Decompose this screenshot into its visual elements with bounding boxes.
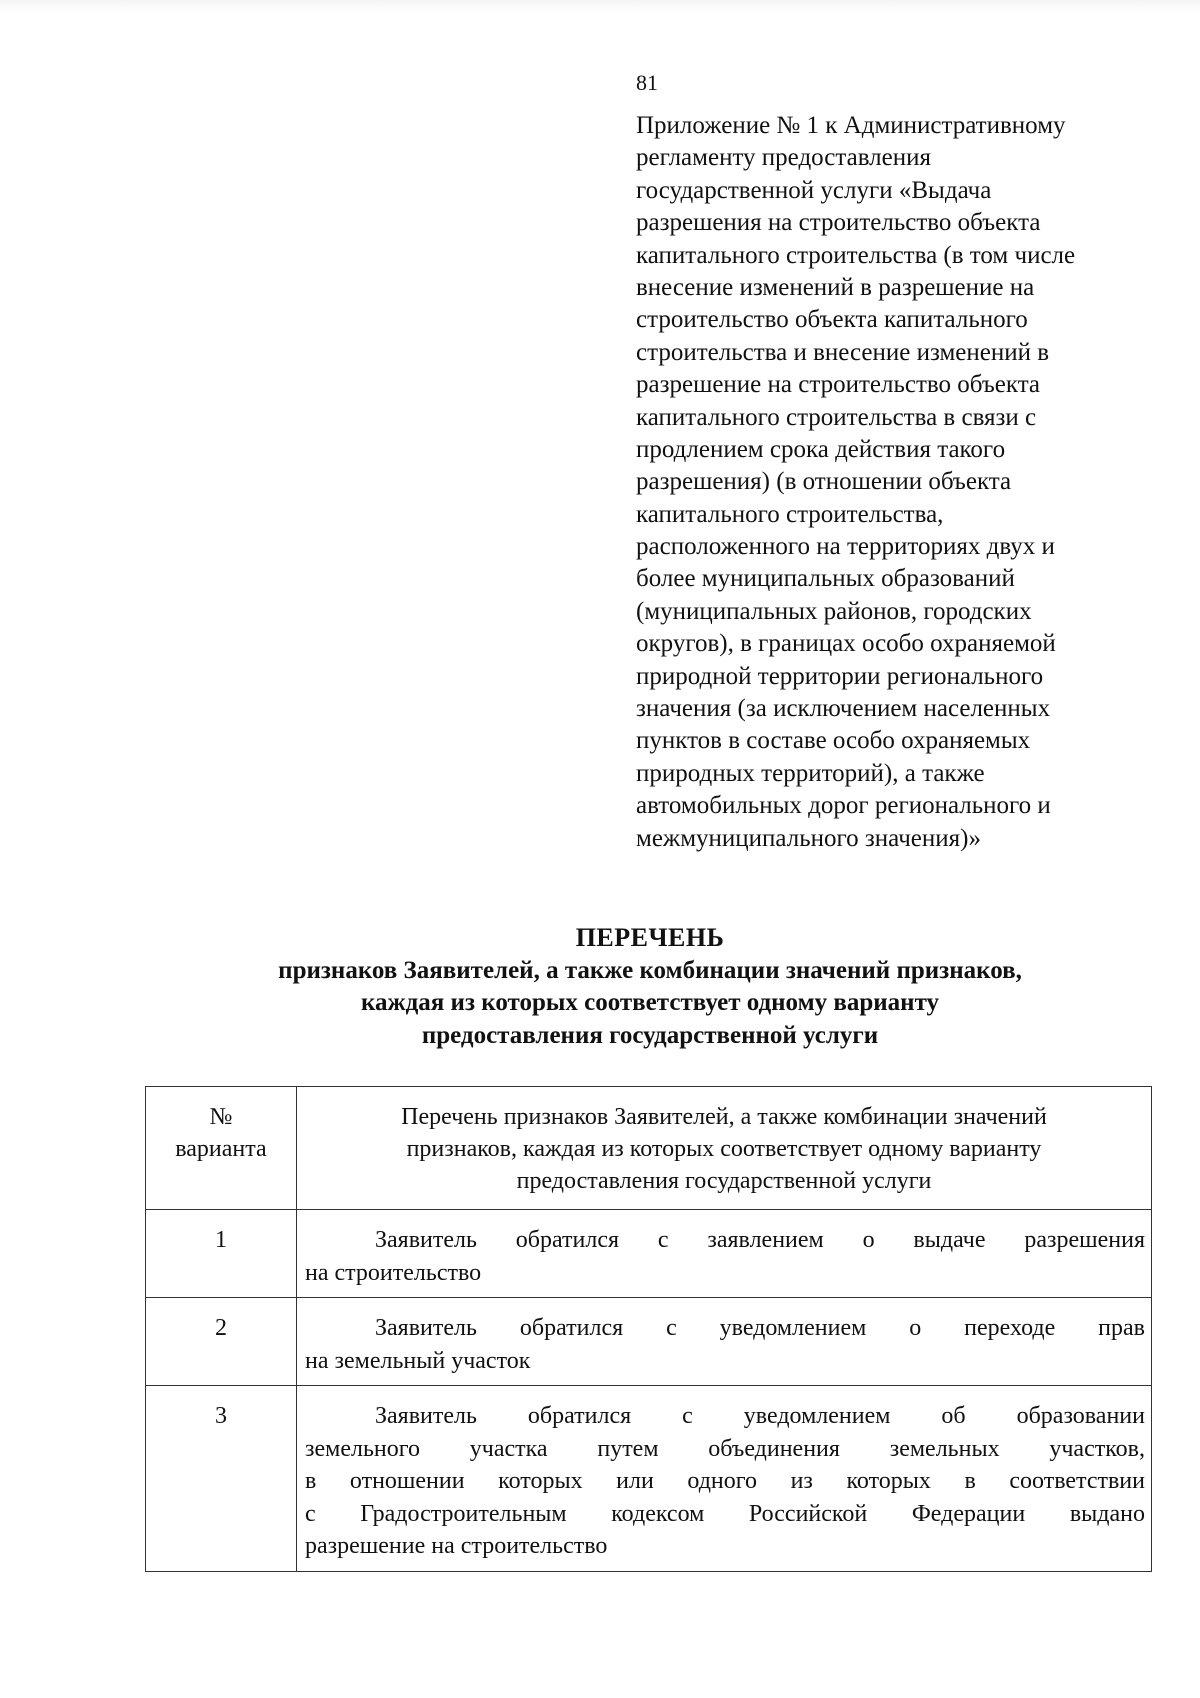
criteria-line: на строительство bbox=[305, 1259, 482, 1286]
heading-subtitle-line: признаков Заявителей, а также комбинации значений признаков, bbox=[278, 956, 1022, 984]
header-text-line: признаков, каждая из которых соответствует одному варианту bbox=[406, 1136, 1042, 1162]
appendix-line: округов), в границах особо охраняемой bbox=[636, 630, 1056, 658]
variant-criteria bbox=[297, 1210, 1152, 1298]
appendix-line: регламенту предоставления bbox=[636, 144, 932, 172]
criteria-line: в отношении которых или одного из которых в соответствии bbox=[305, 1468, 1145, 1494]
appendix-line: государственной услуги «Выдача bbox=[636, 176, 992, 204]
header-num-line: варианта bbox=[175, 1136, 267, 1162]
appendix-line: капитального строительства, bbox=[636, 500, 944, 528]
variant-criteria bbox=[297, 1298, 1152, 1386]
header-text-line: Перечень признаков Заявителей, а также комбинации значений bbox=[401, 1104, 1047, 1130]
appendix-line: разрешение на строительство объекта bbox=[636, 371, 1041, 399]
appendix-line: расположенного на территориях двух и bbox=[636, 533, 1055, 561]
appendix-line: пунктов в составе особо охраняемых bbox=[636, 727, 1031, 755]
criteria-line: Заявитель обратился с заявлением о выдаче разрешения bbox=[375, 1227, 1145, 1253]
appendix-line: более муниципальных образований bbox=[636, 565, 1015, 593]
header-criteria-list bbox=[297, 1087, 1152, 1210]
appendix-line: продлением срока действия такого bbox=[636, 435, 1006, 463]
table-row bbox=[146, 1210, 1152, 1298]
appendix-line: межмуниципального значения)» bbox=[636, 824, 981, 852]
criteria-line: на земельный участок bbox=[305, 1347, 531, 1374]
appendix-line: разрешения) (в отношении объекта bbox=[636, 468, 1012, 496]
appendix-line: Приложение № 1 к Административному bbox=[636, 112, 1066, 139]
scan-edge bbox=[0, 0, 1200, 14]
table-header-row bbox=[146, 1087, 1152, 1210]
appendix-note bbox=[636, 110, 1156, 855]
appendix-line: капитального строительства (в том числе bbox=[636, 241, 1076, 269]
criteria-line: земельного участка путем объединения земельных участков, bbox=[305, 1435, 1145, 1462]
variant-number: 3 bbox=[146, 1386, 297, 1572]
header-variant-number bbox=[146, 1087, 297, 1210]
variant-number: 2 bbox=[146, 1298, 297, 1386]
heading-subtitle-line: предоставления государственной услуги bbox=[421, 1021, 879, 1049]
appendix-line: природных территорий), а также bbox=[636, 759, 985, 787]
appendix-line: внесение изменений в разрешение на bbox=[636, 273, 1035, 301]
variant-criteria bbox=[297, 1386, 1152, 1572]
header-num-line: № bbox=[209, 1104, 233, 1130]
appendix-line: строительство объекта капитального bbox=[636, 306, 1028, 334]
appendix-line: природной территории регионального bbox=[636, 662, 1044, 690]
heading-subtitle-line: каждая из которых соответствует одному варианту bbox=[360, 989, 940, 1016]
table-row bbox=[146, 1386, 1152, 1572]
appendix-line: капитального строительства в связи с bbox=[636, 403, 1037, 431]
criteria-line: разрешение на строительство bbox=[305, 1533, 608, 1559]
table-row bbox=[146, 1298, 1152, 1386]
page-number: 81 bbox=[636, 70, 658, 95]
appendix-line: (муниципальных районов, городских bbox=[636, 597, 1032, 625]
header-text-line: предоставления государственной услуги bbox=[516, 1168, 932, 1194]
variant-number: 1 bbox=[146, 1210, 297, 1298]
document-heading bbox=[0, 922, 1200, 1052]
appendix-line: разрешения на строительство объекта bbox=[636, 209, 1041, 237]
appendix-line: автомобильных дорог регионального и bbox=[636, 792, 1051, 820]
appendix-line: строительства и внесение изменений в bbox=[636, 338, 1050, 366]
criteria-line: с Градостроительным кодексом Российской Федерации выдано bbox=[305, 1500, 1145, 1527]
criteria-line: Заявитель обратился с уведомлением о переходе прав bbox=[375, 1315, 1145, 1341]
variants-table bbox=[145, 1086, 1152, 1572]
criteria-line: Заявитель обратился с уведомлением об образовании bbox=[375, 1403, 1145, 1429]
heading-title: ПЕРЕЧЕНЬ bbox=[575, 923, 725, 952]
appendix-line: значения (за исключением населенных bbox=[636, 695, 1051, 723]
